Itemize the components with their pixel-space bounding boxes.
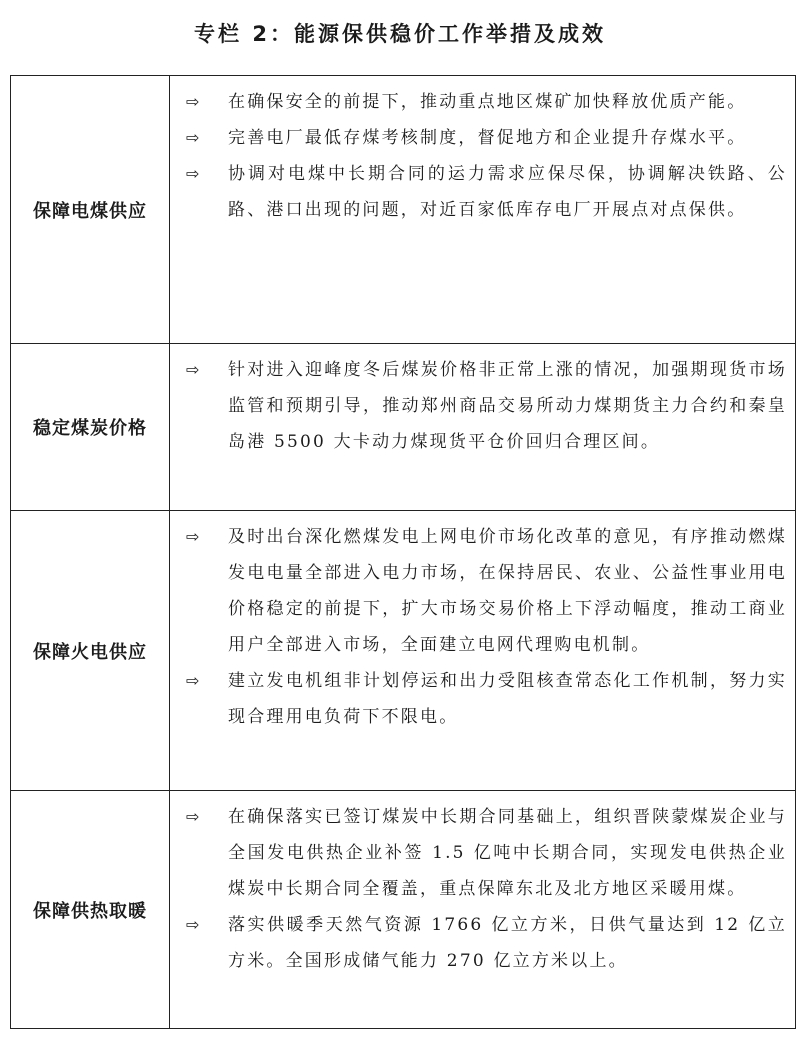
box-title: 专栏 2：能源保供稳价工作举措及成效 [194,22,606,46]
row-category: 保障火电供应 [11,511,170,791]
item-text: 针对进入迎峰度冬后煤炭价格非正常上涨的情况，加强期现货市场监管和预期引导，推动郑州商品交易所动力煤期货主力合约和秦皇岛港 5500 大卡动力煤现货平仓价回归合理区间。 [228,360,787,452]
table-row [11,511,796,791]
arrow-bullet-icon: ⇨ [186,164,200,183]
table-row [11,344,796,511]
item-text: 落实供暖季天然气资源 1766 亿立方米，日供气量达到 12 亿立方米。全国形成储气能力 270 亿立方米以上。 [228,915,787,971]
list-item [186,120,787,156]
measures-table [10,75,796,1029]
row-category: 保障电煤供应 [11,76,170,344]
arrow-bullet-icon: ⇨ [186,807,200,826]
item-text: 完善电厂最低存煤考核制度，督促地方和企业提升存煤水平。 [228,128,747,148]
list-item [186,799,787,907]
row-content [170,76,796,344]
arrow-bullet-icon: ⇨ [186,915,200,934]
list-item [186,156,787,228]
list-item [186,84,787,120]
list-item [186,907,787,979]
arrow-bullet-icon: ⇨ [186,527,200,546]
item-text: 协调对电煤中长期合同的运力需求应保尽保，协调解决铁路、公路、港口出现的问题，对近百家低库存电厂开展点对点保供。 [228,164,787,220]
table-row [11,76,796,344]
arrow-bullet-icon: ⇨ [186,671,200,690]
arrow-bullet-icon: ⇨ [186,92,200,111]
row-content [170,344,796,511]
arrow-bullet-icon: ⇨ [186,360,200,379]
item-text: 在确保安全的前提下，推动重点地区煤矿加快释放优质产能。 [228,92,747,112]
item-text: 在确保落实已签订煤炭中长期合同基础上，组织晋陕蒙煤炭企业与全国发电供热企业补签 1.5 亿吨中长期合同，实现发电供热企业煤炭中长期合同全覆盖，重点保障东北及北方地区采暖用煤。 [228,807,787,899]
row-category: 保障供热取暖 [11,791,170,1029]
arrow-bullet-icon: ⇨ [186,128,200,147]
list-item [186,663,787,735]
row-content [170,511,796,791]
row-content [170,791,796,1029]
list-item [186,519,787,663]
row-category: 稳定煤炭价格 [11,344,170,511]
list-item [186,352,787,460]
item-text: 建立发电机组非计划停运和出力受阻核查常态化工作机制，努力实现合理用电负荷下不限电。 [228,671,787,727]
table-row [11,791,796,1029]
item-text: 及时出台深化燃煤发电上网电价市场化改革的意见，有序推动燃煤发电电量全部进入电力市场，在保持居民、农业、公益性事业用电价格稳定的前提下，扩大市场交易价格上下浮动幅度，推动工商业用户全部进入市场，全面建立电网代理购电机制。 [228,527,787,655]
